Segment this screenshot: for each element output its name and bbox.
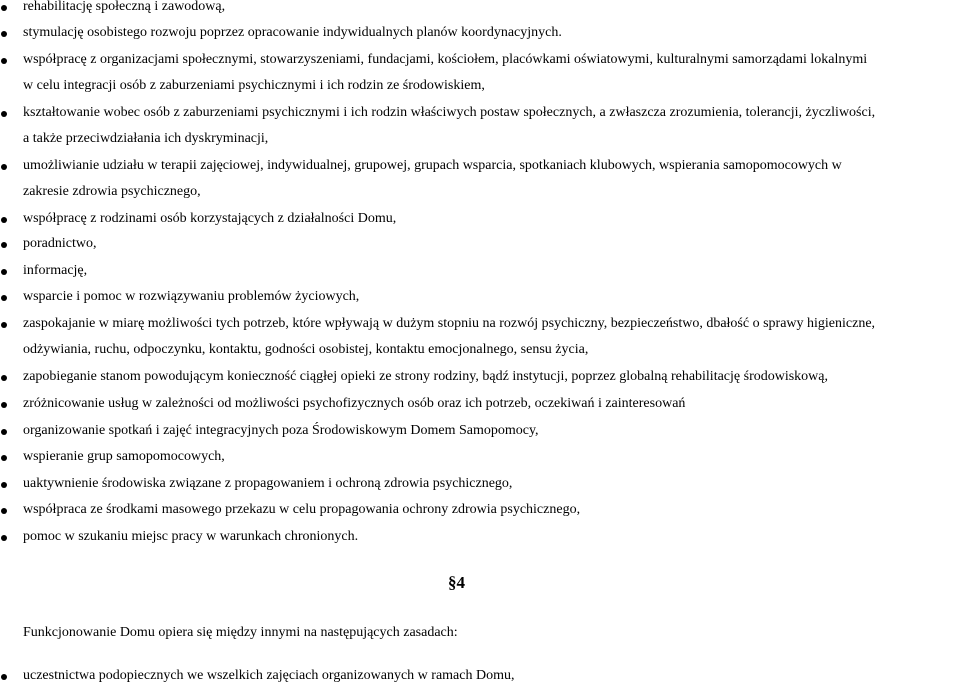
list-item-text: zróżnicowanie usług w zależności od możliwości psychofizycznych osób oraz ich potrzeb, oczekiwań i zainteresowań — [23, 396, 686, 411]
bullet-icon — [1, 111, 7, 117]
bullet-icon — [1, 535, 7, 541]
bullet-icon — [1, 5, 7, 11]
bullet-icon — [1, 402, 7, 408]
bullet-icon — [1, 31, 7, 37]
list-item-text: informację, — [23, 263, 88, 278]
bullet-icon — [1, 674, 7, 680]
bullet-icon — [1, 242, 7, 248]
list-item-text: odżywiania, ruchu, odpoczynku, kontaktu, godności osobistej, kontaktu emocjonalnego, sensu życia, — [23, 342, 589, 357]
bullet-icon — [1, 375, 7, 381]
list-item-text: pomoc w szukaniu miejsc pracy w warunkach chronionych. — [23, 529, 359, 544]
list-item-text: współpraca ze środkami masowego przekazu w celu propagowania ochrony zdrowia psychicznego, — [23, 502, 581, 517]
list-item-text: wspieranie grup samopomocowych, — [23, 449, 225, 464]
bullet-icon — [1, 295, 7, 301]
section-heading: §4 — [448, 573, 465, 592]
list-item-text: w celu integracji osób z zaburzeniami psychicznymi i ich rodzin ze środowiskiem, — [23, 78, 485, 93]
list-item-text: organizowanie spotkań i zajęć integracyjnych poza Środowiskowym Domem Samopomocy, — [23, 423, 539, 438]
list-item-text: a także przeciwdziałania ich dyskryminacji, — [23, 131, 269, 146]
list-item-text: wsparcie i pomoc w rozwiązywaniu problemów życiowych, — [23, 289, 360, 304]
bullet-icon — [1, 269, 7, 275]
bullet-icon — [1, 322, 7, 328]
list-item-text: zapobieganie stanom powodującym konieczność ciągłej opieki ze strony rodziny, bądź instytucji, poprzez globalną rehabilitację środowiskową, — [23, 369, 828, 384]
bullet-icon — [1, 429, 7, 435]
list-item-text: uczestnictwa podopiecznych we wszelkich zajęciach organizowanych w ramach Domu, — [23, 668, 515, 683]
bullet-icon — [1, 217, 7, 223]
list-item-text: współpracę z organizacjami społecznymi, stowarzyszeniami, fundacjami, kościołem, placówkami oświatowymi, kulturalnymi samorządami lokalnymi — [23, 52, 868, 67]
list-item-text: umożliwianie udziału w terapii zajęciowej, indywidualnej, grupowej, grupach wsparcia, spotkaniach klubowych, wspierania samopomocowych w — [23, 158, 842, 173]
intro-paragraph: Funkcjonowanie Domu opiera się między innymi na następujących zasadach: — [23, 625, 458, 640]
list-item-text: zakresie zdrowia psychicznego, — [23, 184, 201, 199]
list-item-text: zaspokajanie w miarę możliwości tych potrzeb, które wpływają w dużym stopniu na rozwój psychiczny, bezpieczeństwo, dbałość o sprawy higieniczne, — [23, 316, 876, 331]
list-item-text: uaktywnienie środowiska związane z propagowaniem i ochroną zdrowia psychicznego, — [23, 476, 513, 491]
bullet-icon — [1, 164, 7, 170]
bullet-icon — [1, 58, 7, 64]
bullet-icon — [1, 455, 7, 461]
list-item-text: kształtowanie wobec osób z zaburzeniami psychicznymi i ich rodzin właściwych postaw społecznych, a zwłaszcza zrozumienia, tolerancji, życzliwości, — [23, 105, 876, 120]
list-item-text: stymulację osobistego rozwoju poprzez opracowanie indywidualnych planów koordynacyjnych. — [23, 25, 562, 40]
bullet-icon — [1, 508, 7, 514]
list-item-text: współpracę z rodzinami osób korzystających z działalności Domu, — [23, 211, 397, 226]
list-item-text: poradnictwo, — [23, 236, 97, 251]
list-item-text: rehabilitację społeczną i zawodową, — [23, 0, 226, 14]
bullet-icon — [1, 482, 7, 488]
